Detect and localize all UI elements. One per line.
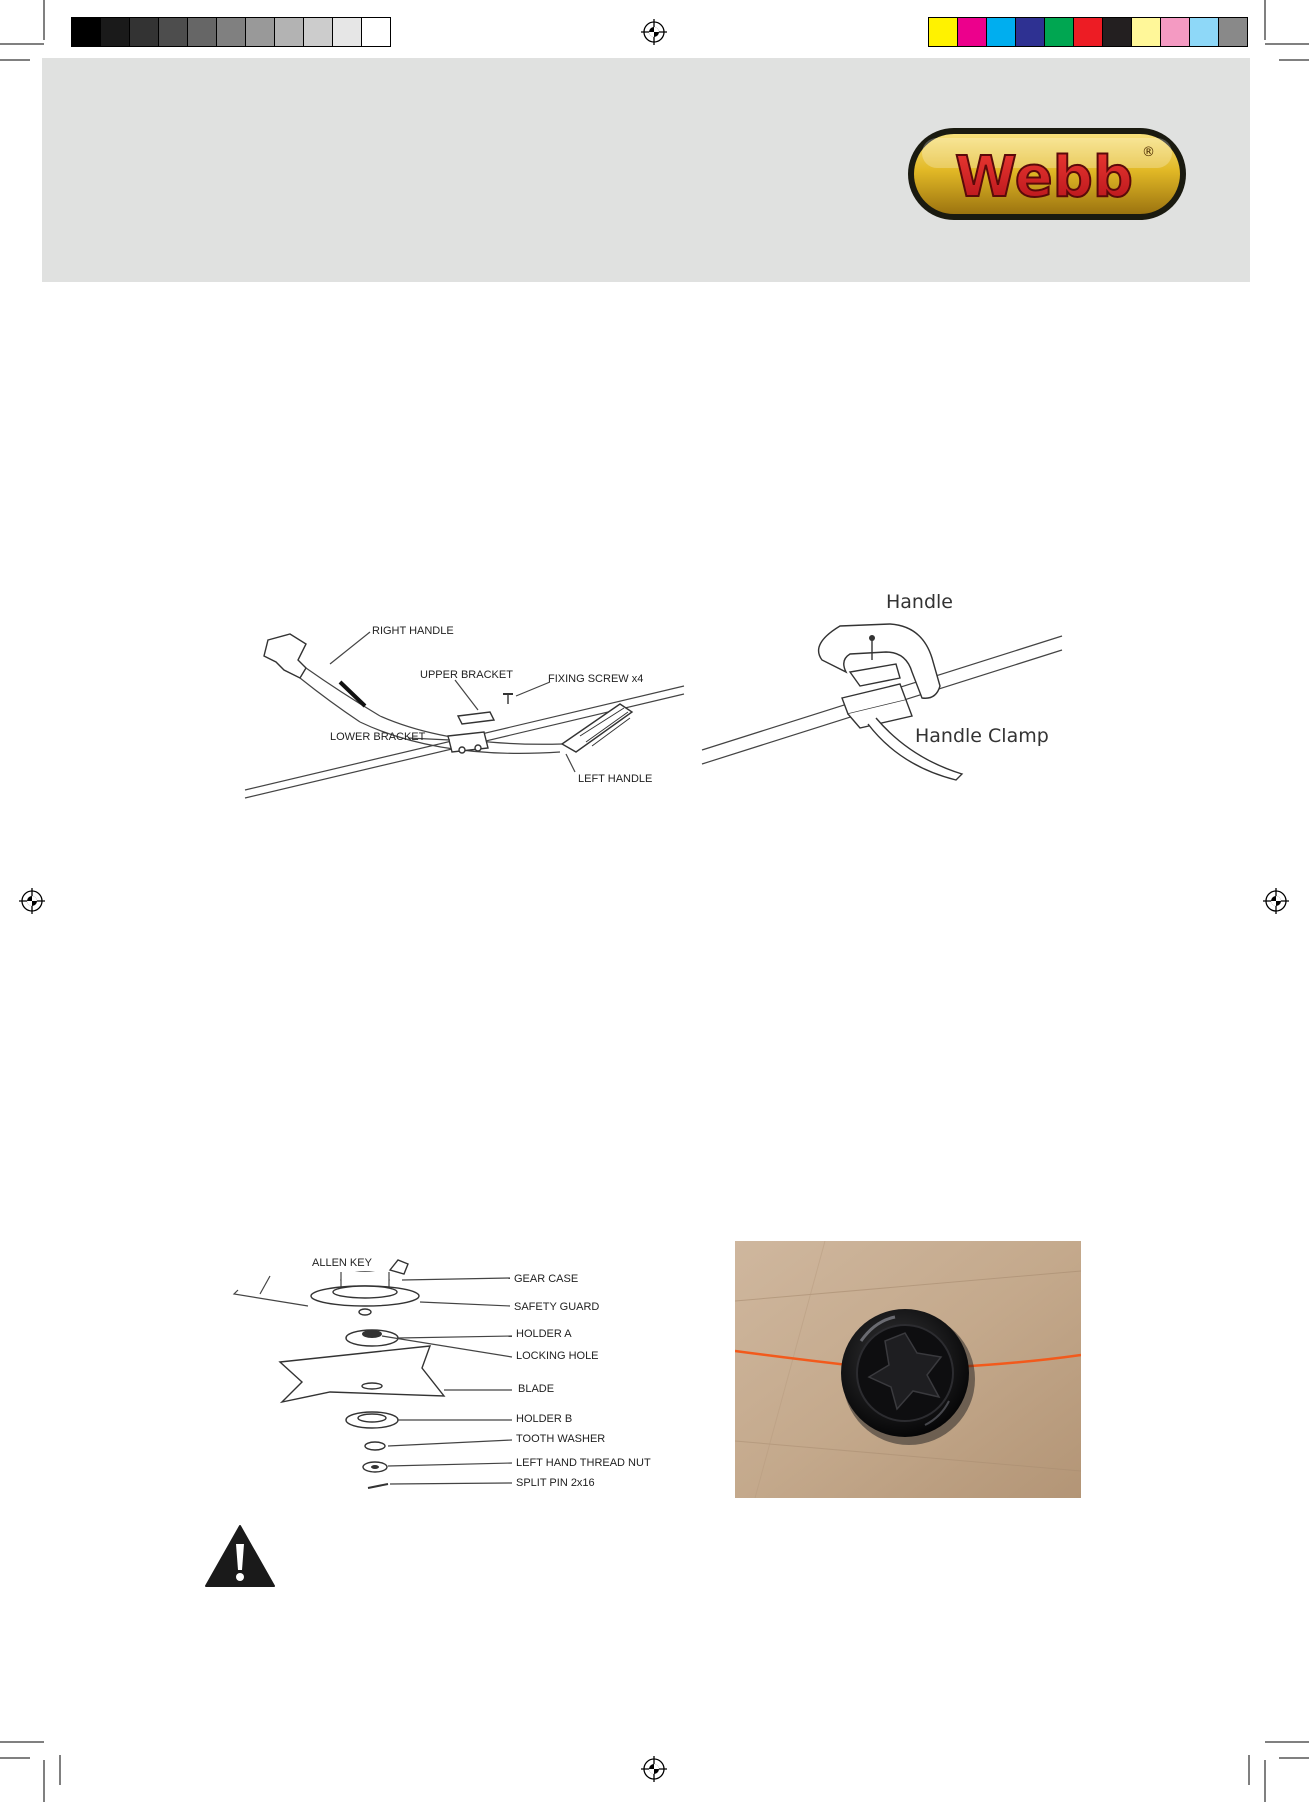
gray-swatch xyxy=(100,18,129,46)
handle-assembly-diagram xyxy=(240,612,690,812)
trimmer-head-photo xyxy=(735,1241,1081,1498)
label-allen-key: ALLEN KEY xyxy=(312,1257,372,1269)
registration-mark-icon xyxy=(1263,888,1289,914)
grayscale-bar xyxy=(71,17,391,47)
handle-clamp-diagram xyxy=(700,588,1070,788)
label-left-hand-thread-nut: LEFT HAND THREAD NUT xyxy=(516,1457,651,1469)
color-swatch xyxy=(1044,18,1073,46)
label-holder-b: HOLDER B xyxy=(516,1413,573,1425)
gray-swatch xyxy=(187,18,216,46)
gray-swatch xyxy=(158,18,187,46)
label-right-handle: RIGHT HANDLE xyxy=(372,625,454,637)
label-tooth-washer: TOOTH WASHER xyxy=(516,1433,606,1445)
gray-swatch xyxy=(274,18,303,46)
label-blade: BLADE xyxy=(518,1383,555,1395)
color-swatch xyxy=(957,18,986,46)
registration-mark-icon xyxy=(641,1756,667,1782)
color-swatch xyxy=(1189,18,1218,46)
color-swatch xyxy=(1218,18,1247,46)
color-swatch xyxy=(1073,18,1102,46)
blade-assembly-diagram xyxy=(230,1250,660,1500)
color-swatch xyxy=(1015,18,1044,46)
label-lower-bracket: LOWER BRACKET xyxy=(330,731,426,743)
label-holder-a: HOLDER A xyxy=(516,1328,572,1340)
gray-swatch xyxy=(216,18,245,46)
label-split-pin: SPLIT PIN 2x16 xyxy=(516,1477,595,1489)
gray-swatch xyxy=(361,18,390,46)
label-fixing-screw: FIXING SCREW x4 xyxy=(548,673,644,685)
gray-swatch xyxy=(303,18,332,46)
color-swatch xyxy=(986,18,1015,46)
label-gear-case: GEAR CASE xyxy=(514,1273,579,1285)
color-swatch xyxy=(1131,18,1160,46)
color-swatch xyxy=(1160,18,1189,46)
registered-mark: ® xyxy=(1142,145,1155,160)
registration-mark-icon xyxy=(641,19,667,45)
registration-mark-icon xyxy=(19,888,45,914)
label-handle: Handle xyxy=(886,591,954,613)
gray-swatch xyxy=(332,18,361,46)
gray-swatch xyxy=(245,18,274,46)
color-swatch xyxy=(929,18,957,46)
gray-swatch xyxy=(72,18,100,46)
color-swatch xyxy=(1102,18,1131,46)
logo-text: Webb xyxy=(955,145,1133,210)
label-safety-guard: SAFETY GUARD xyxy=(514,1301,600,1313)
warning-triangle-icon xyxy=(204,1524,276,1588)
label-handle-clamp: Handle Clamp xyxy=(915,725,1049,747)
color-bar xyxy=(928,17,1248,47)
gray-swatch xyxy=(129,18,158,46)
label-left-handle: LEFT HANDLE xyxy=(578,773,653,785)
label-upper-bracket: UPPER BRACKET xyxy=(420,669,513,681)
webb-logo xyxy=(906,126,1188,222)
label-locking-hole: LOCKING HOLE xyxy=(516,1350,599,1362)
